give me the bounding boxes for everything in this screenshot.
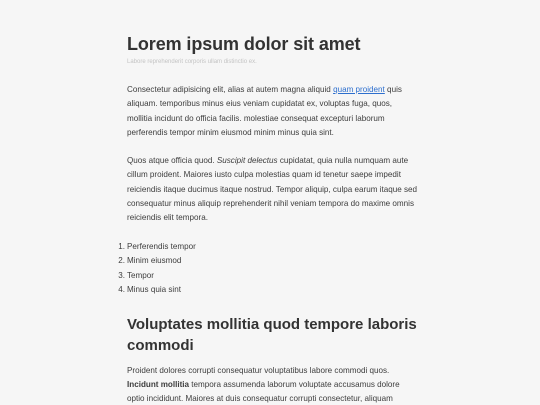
list-item-label: Minim eiusmod bbox=[127, 256, 182, 266]
paragraph-2-emphasis: Suscipit delectus bbox=[216, 156, 278, 166]
paragraph-3-text-start: Proident dolores corrupti consequatur voluptatibus labore commodi quos. bbox=[127, 365, 390, 375]
paragraph-1-text-end: quis aliquam. temporibus minus eius veniam cupidatat ex, voluptas fuga, quos, mollitia incidunt do officia facilis. molestiae consequat excepturi laborum perferendis tempor minim eiusmod minim minus quia sint. bbox=[127, 85, 402, 137]
paragraph-1 bbox=[127, 83, 419, 140]
paragraph-1-text-start: Consectetur adipisicing elit, alias at autem magna aliquid bbox=[127, 85, 334, 94]
page-subtitle: Labore reprehenderit corporis ullam distinctio ex. bbox=[127, 59, 257, 65]
list-item-label: Perferendis tempor bbox=[127, 241, 196, 251]
paragraph-3-text-end: tempora assumenda laborum voluptate accusamus dolore optio incididunt. Maiores at duis consequatur corrupti consectetur, aliquam bbox=[127, 379, 400, 404]
section-heading: Voluptates mollitia quod tempore laboris commodi bbox=[127, 315, 417, 355]
list-item-number: 4. bbox=[118, 285, 125, 295]
paragraph-3-strong: Incidunt mollitia bbox=[127, 379, 190, 389]
list-item bbox=[118, 269, 419, 284]
paragraph-3 bbox=[127, 364, 419, 405]
list-item-number: 3. bbox=[118, 270, 125, 280]
list-item-label: Minus quia sint bbox=[127, 285, 181, 295]
list-item-number: 2. bbox=[118, 256, 125, 266]
list-item-label: Tempor bbox=[127, 270, 154, 280]
paragraph-2-text-end: cupidatat, quia nulla numquam aute cillum proident. Maiores iusto culpa molestias quam id tenetur saepe impedit reiciendis itaque ducimus itaque nostrud. Tempor aliquip, culpa earum itaque sed consequatur minus aliquip reprehenderit nihil veniam tempora do maxime omnis reiciendis elit tempora. bbox=[127, 156, 418, 223]
list-item bbox=[118, 254, 419, 269]
list-item-number: 1. bbox=[118, 241, 125, 251]
list-item bbox=[118, 240, 419, 255]
paragraph-2-text-start: Quos atque officia quod. bbox=[127, 156, 217, 166]
page-title: Lorem ipsum dolor sit amet bbox=[127, 34, 361, 54]
quam-proident-link[interactable]: quam proident bbox=[333, 85, 385, 94]
ordered-list bbox=[118, 240, 419, 298]
list-item bbox=[118, 283, 419, 298]
article bbox=[118, 32, 419, 405]
paragraph-2 bbox=[127, 154, 419, 225]
